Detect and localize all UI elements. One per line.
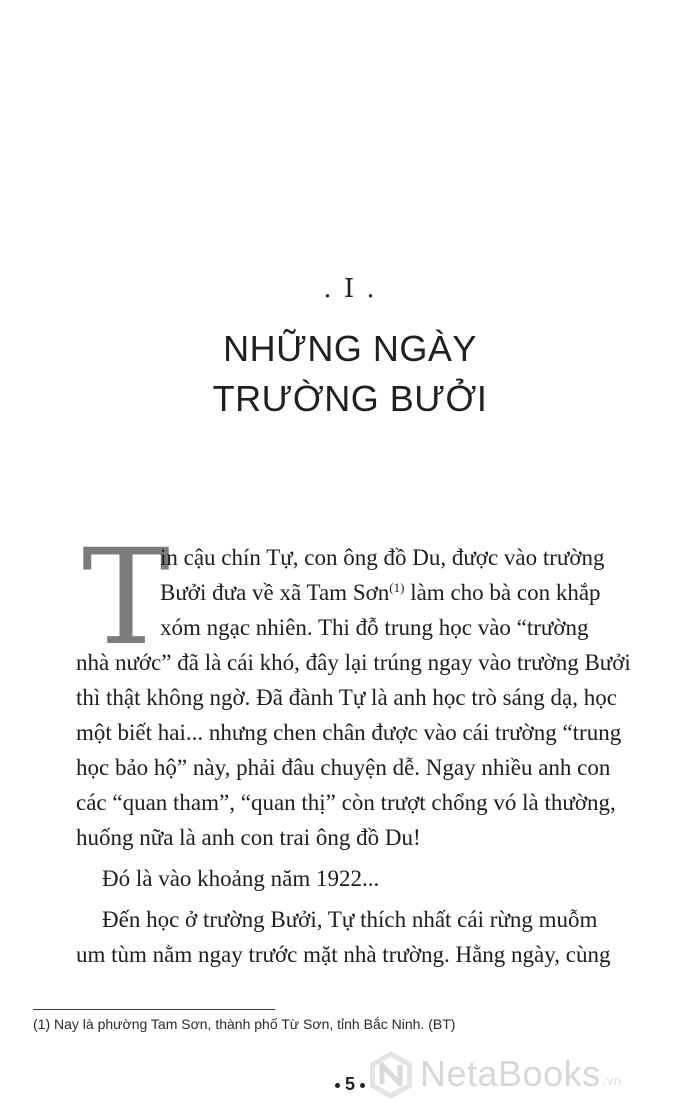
netabooks-logo-icon (366, 1048, 416, 1100)
body-line: in cậu chín Tự, con ông đồ Du, được vào trường (160, 545, 605, 570)
body-line: um tùm nằm ngay trước mặt nhà trường. Hằng ngày, cùng (76, 942, 611, 967)
footnote: (1) Nay là phường Tam Sơn, thành phố Từ Sơn, tỉnh Bắc Ninh. (BT) (33, 1016, 456, 1032)
paragraph-1 (76, 540, 676, 855)
body-line-text: làm cho bà con khắp (404, 580, 601, 605)
body-line: các “quan tham”, “quan thị” còn trượt chổng vó là thường, (76, 790, 616, 815)
body-line: thì thật không ngờ. Đã đành Tự là anh học trò sáng dạ, học (76, 685, 617, 710)
chapter-number: . I . (323, 274, 377, 304)
body-line: một biết hai... nhưng chen chân được vào cái trường “trung (76, 720, 622, 745)
bullet-dot (335, 1083, 340, 1088)
body-line: Đến học ở trường Bưởi, Tự thích nhất cái rừng muỗm (102, 907, 598, 932)
chapter-title (0, 324, 700, 424)
body-line: huống nữa là anh con trai ông đồ Du! (76, 825, 421, 850)
watermark-brand: NetaBooks (420, 1053, 601, 1094)
chapter-title-line-2: TRƯỜNG BƯỞI (212, 378, 488, 419)
body-line (76, 575, 676, 610)
watermark-suffix: .vn (602, 1073, 622, 1088)
body-line: xóm ngạc nhiên. Thi đỗ trung học vào “trường (160, 615, 589, 640)
body-line: nhà nước” đã là cái khó, đây lại trúng ngay vào trường Bưởi (76, 650, 631, 675)
footnote-ref: (1) (389, 580, 405, 595)
footnote-rule (33, 1009, 275, 1010)
page-number-value: 5 (344, 1074, 355, 1094)
body-line: học bảo hộ” này, phải đâu chuyện dễ. Ngay nhiều anh con (76, 755, 611, 780)
drop-cap: T (82, 521, 171, 675)
paragraph-3 (76, 902, 676, 972)
watermark (366, 1046, 621, 1102)
body-line-text: Bưởi đưa về xã Tam Sơn (160, 580, 390, 605)
body-text (76, 540, 676, 972)
paragraph-2: Đó là vào khoảng năm 1922... (102, 866, 380, 891)
bullet-dot (360, 1083, 365, 1088)
chapter-title-line-1: NHỮNG NGÀY (223, 328, 477, 369)
